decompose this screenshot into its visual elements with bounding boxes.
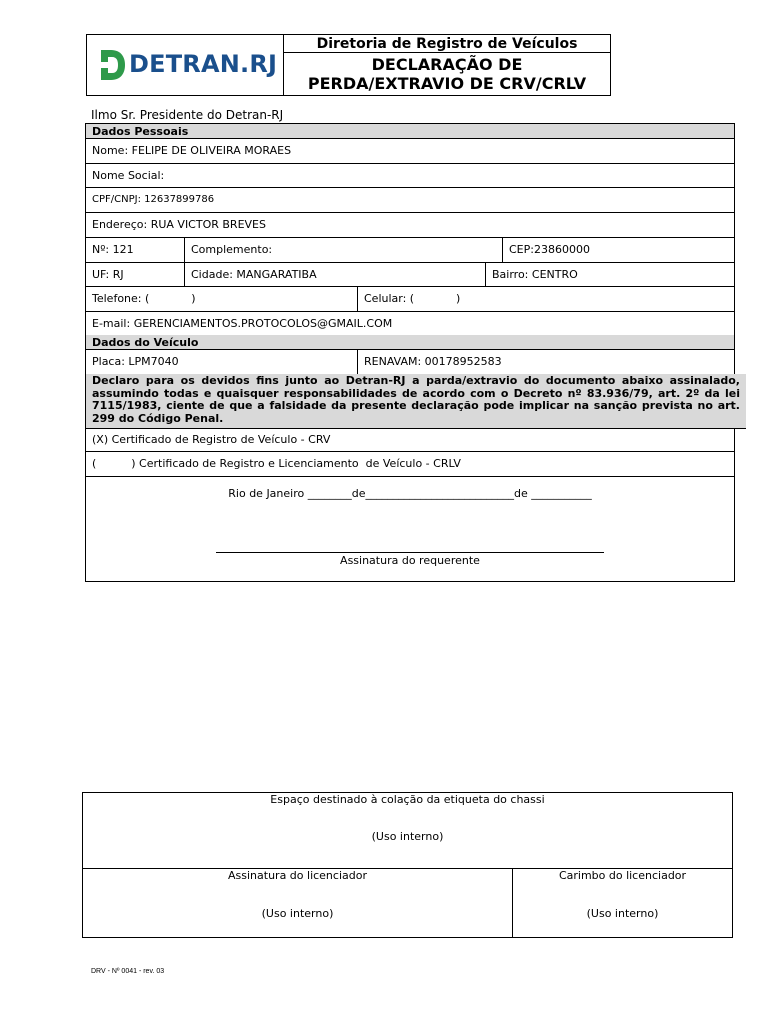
- crlv-option[interactable]: ( ) Certificado de Registro e Licenciamento de Veículo - CRLV: [92, 457, 461, 470]
- section-vehicle-data: [86, 335, 734, 350]
- uf-field[interactable]: UF: RJ: [92, 267, 124, 281]
- chassi-label-area: [83, 793, 732, 869]
- row-email: [86, 311, 734, 336]
- district-field[interactable]: Bairro: CENTRO: [485, 262, 734, 286]
- addressee: Ilmo Sr. Presidente do Detran-RJ: [91, 108, 284, 122]
- row-social-name: [86, 163, 734, 188]
- name-field[interactable]: Nome: FELIPE DE OLIVEIRA MORAES: [92, 144, 292, 157]
- title-line-2: PERDA/EXTRAVIO DE CRV/CRLV: [307, 74, 587, 93]
- row-phone: [86, 286, 734, 312]
- row-option-crlv: [86, 451, 734, 477]
- cpf-field[interactable]: CPF/CNPJ: 12637899786: [92, 194, 215, 205]
- row-location: [86, 262, 734, 287]
- cep-field[interactable]: CEP:23860000: [502, 237, 734, 262]
- chassi-label: Espaço destinado à colação da etiqueta do chassi: [270, 793, 545, 806]
- header-subtitle: Diretoria de Registro de Veículos: [284, 35, 610, 53]
- internal-use-box: [82, 792, 733, 938]
- detran-logo: [87, 35, 284, 95]
- licensor-signature-area: [83, 869, 513, 937]
- place-date-line[interactable]: Rio de Janeiro ________de___________________________de ___________: [228, 487, 592, 500]
- main-form: [85, 123, 740, 582]
- header-titles: [284, 35, 610, 95]
- signature-label: Assinatura do requerente: [340, 554, 480, 567]
- form-header: [86, 34, 611, 96]
- document-title: [284, 53, 610, 95]
- section-label: Dados Pessoais: [92, 124, 189, 138]
- section-label: Dados do Veículo: [92, 335, 199, 349]
- row-cpf: [86, 187, 734, 213]
- detran-emblem-icon: [99, 48, 127, 82]
- address-field[interactable]: Endereço: RUA VICTOR BREVES: [92, 218, 266, 231]
- form-code-footer: DRV - Nº 0041 - rev. 03: [91, 968, 165, 975]
- crv-option[interactable]: (X) Certificado de Registro de Veículo - CRV: [92, 432, 331, 446]
- row-number: [86, 237, 734, 263]
- email-field[interactable]: E-mail: GERENCIAMENTOS.PROTOCOLOS@GMAIL.COM: [92, 316, 393, 330]
- social-name-field[interactable]: Nome Social:: [92, 168, 165, 182]
- signature-line[interactable]: [216, 552, 604, 553]
- licensor-stamp-label: Carimbo do licenciador: [558, 869, 687, 882]
- mobile-field[interactable]: Celular: ( ): [357, 286, 734, 311]
- licensor-signature-label: Assinatura do licenciador: [228, 869, 367, 882]
- title-line-1: DECLARAÇÃO DE: [371, 55, 523, 74]
- signature-area: [86, 476, 734, 581]
- licensor-stamp-internal-use: (Uso interno): [586, 907, 659, 920]
- row-vehicle: [86, 349, 734, 375]
- licensor-stamp-area: [513, 869, 732, 937]
- number-field[interactable]: Nº: 121: [92, 243, 134, 256]
- plate-field[interactable]: Placa: LPM7040: [92, 355, 179, 368]
- licensor-signature-internal-use: (Uso interno): [261, 907, 334, 920]
- row-name: [86, 138, 734, 164]
- chassi-internal-use: (Uso interno): [371, 830, 444, 843]
- phone-field[interactable]: Telefone: ( ): [92, 292, 196, 305]
- row-option-crv: [86, 427, 734, 452]
- logo-text: DETRAN.RJ: [129, 50, 278, 78]
- renavam-field[interactable]: RENAVAM: 00178952583: [357, 349, 734, 374]
- complement-field[interactable]: Complemento:: [184, 237, 502, 262]
- declaration-text: Declaro para os devidos fins junto ao Detran-RJ a parda/extravio do documento abaixo assinalado, assumindo todas e quaisquer responsabilidades de acordo com o Decreto nº 83.936/79, art. 2º da lei 7115/1983, ciente de que a falsidade da presente declaração pode implicar na sanção prevista no art. 299 do Código Penal.: [86, 374, 746, 429]
- section-personal-data: [86, 124, 734, 139]
- city-field[interactable]: Cidade: MANGARATIBA: [184, 262, 485, 286]
- row-address: [86, 212, 734, 238]
